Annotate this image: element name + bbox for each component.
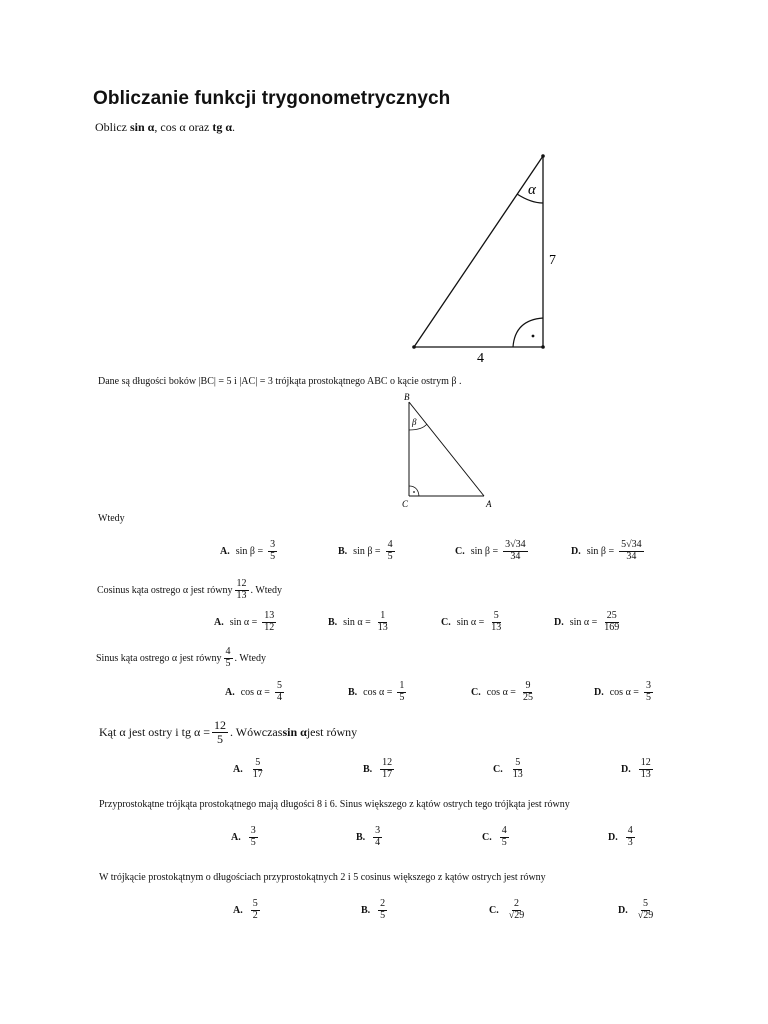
option-fraction (373, 826, 382, 848)
option-fraction (644, 681, 653, 703)
fraction-numerator: 3√34 (505, 539, 526, 550)
angle-alpha-label: α (528, 182, 536, 198)
fraction-numerator: 1 (380, 610, 386, 621)
fraction-denominator: 5 (387, 550, 393, 562)
right-angle-arc (513, 318, 543, 347)
fraction-denominator: 17 (252, 768, 263, 780)
fraction-numerator: 9 (525, 680, 531, 691)
fraction-numerator: 4 (387, 539, 393, 550)
task1-comma: , (154, 120, 161, 134)
option-fraction (636, 899, 656, 921)
option-letter: B. (356, 831, 366, 843)
task1-end: . (232, 120, 236, 134)
task4-fraction (224, 647, 233, 669)
option-function: sin β = (235, 545, 264, 557)
option-fraction (503, 540, 528, 562)
fraction-denominator: 3 (627, 836, 633, 848)
option-letter: D. (618, 904, 628, 916)
option-fraction (507, 899, 527, 921)
fraction-denominator: 4 (276, 691, 282, 703)
task5-prompt-end: jest równy (306, 724, 358, 739)
vertex-dot (541, 154, 545, 158)
task2-prompt: Dane są długości boków |BC| = 5 i |AC| = 3 trójkąta prostokątnego ABC o kącie ostrym β . (98, 376, 462, 387)
vertex-dot (541, 345, 545, 349)
task7-option-b[interactable] (361, 899, 389, 921)
task1-prompt (95, 120, 235, 135)
vertex-b-label: B (404, 392, 410, 402)
task3-fraction (235, 579, 249, 601)
fraction-denominator: 12 (264, 621, 275, 633)
option-letter: D. (621, 763, 631, 775)
task7-prompt: W trójkącie prostokątnym o długościach przyprostokątnych 2 i 5 cosinus większego z kątów ostrych jest równy (99, 872, 546, 883)
task5-prompt (99, 719, 357, 745)
option-letter: A. (220, 545, 230, 557)
ab-side-line (409, 402, 484, 496)
option-letter: A. (225, 686, 235, 698)
option-function: sin α = (569, 616, 598, 628)
fraction-numerator: 4 (225, 646, 231, 657)
option-letter: B. (361, 904, 371, 916)
fraction-numerator: 2 (513, 898, 519, 909)
fraction-numerator: 13 (264, 610, 275, 621)
task2-option-b[interactable] (338, 540, 397, 562)
fraction-denominator: 13 (236, 589, 247, 601)
option-fraction (602, 611, 621, 633)
option-letter: B. (328, 616, 338, 628)
fraction-numerator: 2 (380, 898, 386, 909)
option-fraction (380, 758, 394, 780)
option-fraction (511, 758, 525, 780)
fraction-denominator: 13 (640, 768, 651, 780)
fraction-numerator: 5 (276, 680, 282, 691)
task4-option-a[interactable] (225, 681, 286, 703)
fraction-numerator: 12 (382, 757, 393, 768)
task3-prompt-end: . Wtedy (250, 584, 282, 596)
right-angle-arc (409, 486, 419, 496)
option-fraction (489, 611, 503, 633)
option-letter: D. (554, 616, 564, 628)
fraction-numerator: 3 (270, 539, 276, 550)
right-angle-dot (413, 491, 415, 493)
task3-option-c[interactable] (441, 611, 505, 633)
option-letter: B. (338, 545, 348, 557)
fraction-denominator: 2 (252, 909, 258, 921)
fraction-denominator: 5 (270, 550, 276, 562)
fraction-denominator: 4 (375, 836, 381, 848)
fraction-numerator: 3 (250, 825, 256, 836)
task5-option-b[interactable] (363, 758, 396, 780)
task5-option-c[interactable] (493, 758, 527, 780)
fraction-numerator: 5 (642, 898, 648, 909)
task3-option-d[interactable] (554, 611, 623, 633)
fraction-numerator: 3 (375, 825, 381, 836)
task5-prompt-text: Kąt α jest ostry i tg α = (99, 724, 210, 739)
option-fraction (386, 540, 395, 562)
task1-sin: sin α (130, 120, 155, 134)
option-letter: A. (233, 904, 243, 916)
task6-prompt: Przyprostokątne trójkąta prostokątnego mają długości 8 i 6. Sinus większego z kątów ostrych tego trójkąta jest równy (99, 799, 570, 810)
task2-triangle-figure (398, 390, 498, 512)
option-letter: C. (489, 904, 499, 916)
task5-option-d[interactable] (621, 758, 655, 780)
task3-option-b[interactable] (328, 611, 392, 633)
option-fraction (275, 681, 284, 703)
option-letter: A. (231, 831, 241, 843)
task6-option-a[interactable] (231, 826, 260, 848)
task4-option-c[interactable] (471, 681, 537, 703)
right-angle-dot (532, 335, 535, 338)
option-letter: B. (348, 686, 358, 698)
side-4-label: 4 (477, 351, 484, 366)
task5-sin: sin α (282, 724, 307, 739)
fraction-denominator: 13 (512, 768, 523, 780)
option-fraction (639, 758, 653, 780)
fraction-denominator: 34 (626, 550, 637, 562)
option-letter: C. (482, 831, 492, 843)
task5-prompt-mid: . Wówczas (230, 724, 283, 739)
task5-fraction (212, 719, 228, 745)
option-function: sin α = (343, 616, 371, 628)
fraction-denominator: 25 (522, 691, 533, 703)
option-function: cos α = (486, 686, 516, 698)
task2-option-c[interactable] (455, 540, 530, 562)
option-fraction (378, 899, 387, 921)
task6-option-d[interactable] (608, 826, 637, 848)
fraction-numerator: 12 (640, 757, 651, 768)
hypotenuse-line (414, 156, 543, 347)
task7-option-d[interactable] (618, 899, 657, 921)
fraction-denominator: 5 (501, 836, 507, 848)
vertex-a-label: A (486, 499, 492, 509)
task5-option-a[interactable] (233, 758, 267, 780)
fraction-denominator: √29 (637, 909, 654, 921)
task4-prompt (96, 647, 266, 669)
task4-prompt-end: . Wtedy (234, 652, 266, 664)
task1-oraz: oraz (185, 120, 213, 134)
option-fraction (619, 540, 644, 562)
fraction-numerator: 5 (493, 610, 499, 621)
fraction-numerator: 12 (214, 718, 226, 732)
option-function: sin β = (353, 545, 381, 557)
task1-prompt-text: Oblicz (95, 120, 130, 134)
side-7-label: 7 (549, 253, 556, 268)
option-letter: D. (571, 545, 581, 557)
fraction-denominator: 13 (377, 621, 388, 633)
option-fraction (626, 826, 635, 848)
fraction-denominator: 5 (380, 909, 386, 921)
task2-option-d[interactable] (571, 540, 646, 562)
option-letter: D. (608, 831, 618, 843)
option-function: sin β = (470, 545, 499, 557)
option-function: sin α = (456, 616, 485, 628)
option-function: cos α = (240, 686, 270, 698)
fraction-denominator: 13 (491, 621, 502, 633)
option-function: sin β = (586, 545, 615, 557)
task2-option-a[interactable] (220, 540, 279, 562)
option-fraction (262, 611, 276, 633)
fraction-numerator: 5 (252, 898, 258, 909)
option-letter: B. (363, 763, 373, 775)
fraction-denominator: 5 (225, 657, 231, 669)
option-fraction (521, 681, 535, 703)
task7-option-a[interactable] (233, 899, 262, 921)
option-letter: C. (493, 763, 503, 775)
vertex-c-label: C (402, 499, 409, 509)
fraction-numerator: 4 (627, 825, 633, 836)
option-function: cos α = (363, 686, 393, 698)
task3-prompt-text: Cosinus kąta ostrego α jest równy (97, 584, 233, 596)
task4-prompt-text: Sinus kąta ostrego α jest równy (96, 652, 222, 664)
option-letter: A. (233, 763, 243, 775)
fraction-numerator: 12 (236, 578, 247, 589)
angle-beta-label: β (412, 417, 417, 427)
fraction-denominator: 5 (645, 691, 651, 703)
fraction-numerator: 5√34 (621, 539, 642, 550)
option-fraction (397, 681, 406, 703)
option-letter: A. (214, 616, 224, 628)
option-fraction (376, 611, 390, 633)
fraction-numerator: 5 (515, 757, 521, 768)
task3-option-a[interactable] (214, 611, 278, 633)
fraction-denominator: 169 (604, 621, 620, 633)
option-fraction (249, 826, 258, 848)
fraction-denominator: 5 (217, 731, 223, 746)
task2-wtedy: Wtedy (98, 513, 125, 524)
fraction-numerator: 5 (255, 757, 261, 768)
fraction-denominator: 34 (510, 550, 521, 562)
option-fraction (251, 758, 265, 780)
fraction-denominator: 5 (250, 836, 256, 848)
task1-tg: tg α (212, 120, 233, 134)
option-letter: C. (455, 545, 465, 557)
task7-option-c[interactable] (489, 899, 528, 921)
option-function: sin α = (229, 616, 258, 628)
fraction-numerator: 3 (645, 680, 651, 691)
page-title: Obliczanie funkcji trygonometrycznych (93, 88, 451, 109)
task3-prompt (97, 579, 282, 601)
vertex-dot (412, 345, 416, 349)
task1-cos: cos α (160, 120, 186, 134)
option-fraction (251, 899, 260, 921)
option-fraction (500, 826, 509, 848)
option-letter: D. (594, 686, 604, 698)
fraction-numerator: 25 (606, 610, 617, 621)
task6-option-b[interactable] (356, 826, 384, 848)
option-letter: C. (471, 686, 481, 698)
fraction-numerator: 4 (501, 825, 507, 836)
task6-option-c[interactable] (482, 826, 511, 848)
task4-option-d[interactable] (594, 681, 655, 703)
task1-triangle-figure (400, 145, 580, 370)
option-function: cos α = (609, 686, 639, 698)
fraction-denominator: √29 (508, 909, 525, 921)
fraction-denominator: 17 (382, 768, 393, 780)
task4-option-b[interactable] (348, 681, 408, 703)
option-fraction (268, 540, 277, 562)
option-letter: C. (441, 616, 451, 628)
fraction-denominator: 5 (399, 691, 405, 703)
fraction-numerator: 1 (399, 680, 405, 691)
